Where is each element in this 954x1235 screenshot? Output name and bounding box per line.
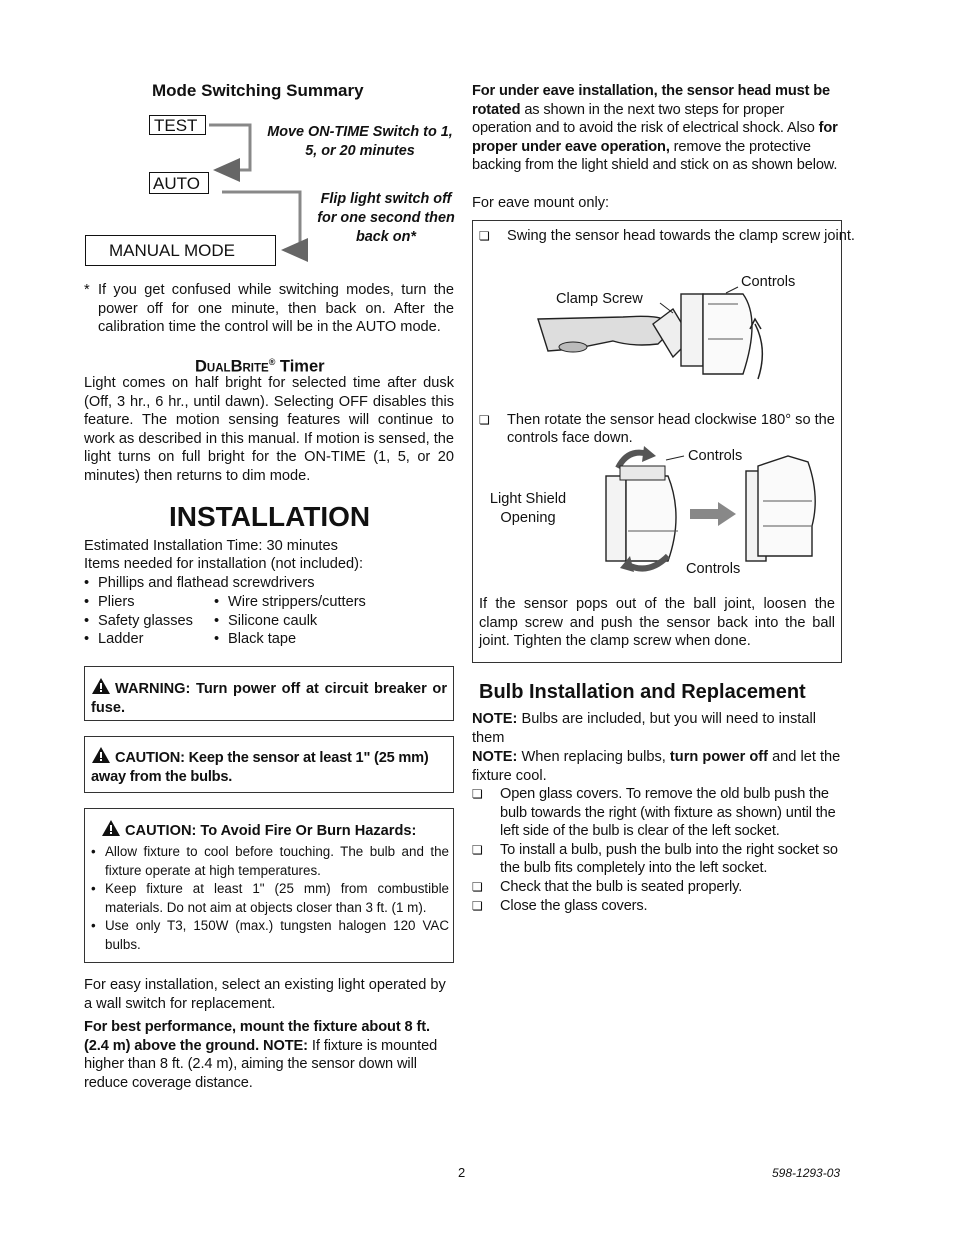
warning-text: WARNING: Turn power off at circuit breaker or fuse. [91,681,447,716]
mode-note-flip-switch: Flip light switch off for one second then back on* [317,191,455,245]
bulb-step: ❏ Open glass covers. To remove the old bulb push the bulb towards the right (with fixture as shown) until the left side of the bulb is clear of the left socket. [472,785,842,841]
tools-left-list [84,593,214,649]
pops-out-text: If the sensor pops out of the ball joint, loosen the clamp screw and push the sensor back into the ball joint. Tighten the clamp screw when done. [479,596,835,650]
tool-item: • Pliers [84,593,214,612]
eave-mount-only: For eave mount only: [472,195,610,211]
bulb-step: ❏ Close the glass covers. [472,897,842,916]
caution-triangle-icon [101,819,121,837]
tool-item: • Ladder [84,630,214,649]
install-time: Estimated Installation Time: 30 minutes [84,538,338,554]
dualbrite-body: Light comes on half bright for selected time after dusk (Off, 3 hr., 6 hr., until dawn). Selecting OFF disables this feature. The motion sensing features will continue to work as described in this manual. If motion is sensed, the light turns on full bright for the ON-TIME (1, 5, or 20 minutes) then returns to dim mode. [84,375,454,484]
eave-step-1: ❏ Swing the sensor head towards the clamp screw joint. [479,227,863,246]
mode-auto-box: AUTO [149,172,209,194]
tool-item: • Safety glasses [84,612,214,631]
mode-manual-box: MANUAL MODE [85,235,276,266]
bulb-heading: Bulb Installation and Replacement [479,681,806,703]
tools-right-list [214,593,414,649]
caution-triangle-icon [91,746,111,764]
tool-item: • Silicone caulk [214,612,414,631]
mode-note-on-time: Move ON-TIME Switch to 1, 5, or 20 minutes [267,124,453,159]
mode-test-box: TEST [149,115,206,135]
eave-step-2: ❏ Then rotate the sensor head clockwise 180° so the controls face down. [479,411,863,448]
bulb-note-2: NOTE: When replacing bulbs, turn power off and let the fixture cool. [472,749,841,784]
caution-fire-item: • Use only T3, 150W (max.) tungsten halogen 120 VAC bulbs. [91,917,449,954]
page-number: 2 [458,1165,466,1180]
tool-item: • Wire strippers/cutters [214,593,414,612]
tool-item: • Black tape [214,630,414,649]
document-code: 598-1293-03 [772,1166,841,1180]
warning-box [84,666,454,721]
eave-intro: For under eave installation, the sensor head must be rotated as shown in the next two steps for proper operation and to avoid the risk of electrical shock. Also for proper under eave operation, remove the protective backing from the light shield and stick on as shown below. [472,83,838,174]
mode-summary-heading: Mode Switching Summary [152,81,364,100]
best-performance-text: For best performance, mount the fixture about 8 ft. (2.4 m) above the ground. NOTE: If fixture is mounted higher than 8 ft. (2.4 m), aiming the sensor down will reduce coverage distance. [84,1019,438,1091]
installation-title: INSTALLATION [169,501,371,532]
caution-sensor-text: CAUTION: Keep the sensor at least 1" (25 mm) away from the bulbs. [91,750,429,785]
eave-steps-box [472,220,855,663]
label-clamp-screw: Clamp Screw [556,291,643,307]
label-light-shield: Light Shield Opening [489,491,567,526]
warning-triangle-icon [91,677,111,695]
bulb-steps [472,785,842,915]
caution-fire-heading: CAUTION: To Avoid Fire Or Burn Hazards: [125,823,417,839]
caution-fire-box [84,808,454,963]
label-controls-2: Controls [688,448,743,464]
arrow-test-to-auto [209,125,250,170]
dualbrite-heading: DUALBRITE® Timer [195,357,325,376]
bulb-step: ❏ To install a bulb, push the bulb into the right socket so the bulb fits completely into the left socket. [472,841,842,878]
caution-fire-item: • Allow fixture to cool before touching. The bulb and the fixture operate at high temperatures. [91,843,449,880]
easy-install-text: For easy installation, select an existing light operated by a wall switch for replacement. [84,977,446,1012]
bulb-step: ❏ Check that the bulb is seated properly. [472,878,842,897]
mode-footnote: * If you get confused while switching modes, turn the power off for one minute, then back on. After the calibration time the control will be in the AUTO mode. [84,282,454,336]
items-intro: Items needed for installation (not included): [84,556,364,572]
tool-item-screwdrivers: • Phillips and flathead screwdrivers [84,574,468,593]
caution-sensor-box [84,736,454,793]
label-controls-3: Controls [686,561,741,577]
bulb-note-1: NOTE: Bulbs are included, but you will need to install them [472,711,816,746]
label-controls-1: Controls [741,274,796,290]
caution-fire-item: • Keep fixture at least 1" (25 mm) from combustible materials. Do not aim at objects closer than 3 ft. (1 m). [91,880,449,917]
